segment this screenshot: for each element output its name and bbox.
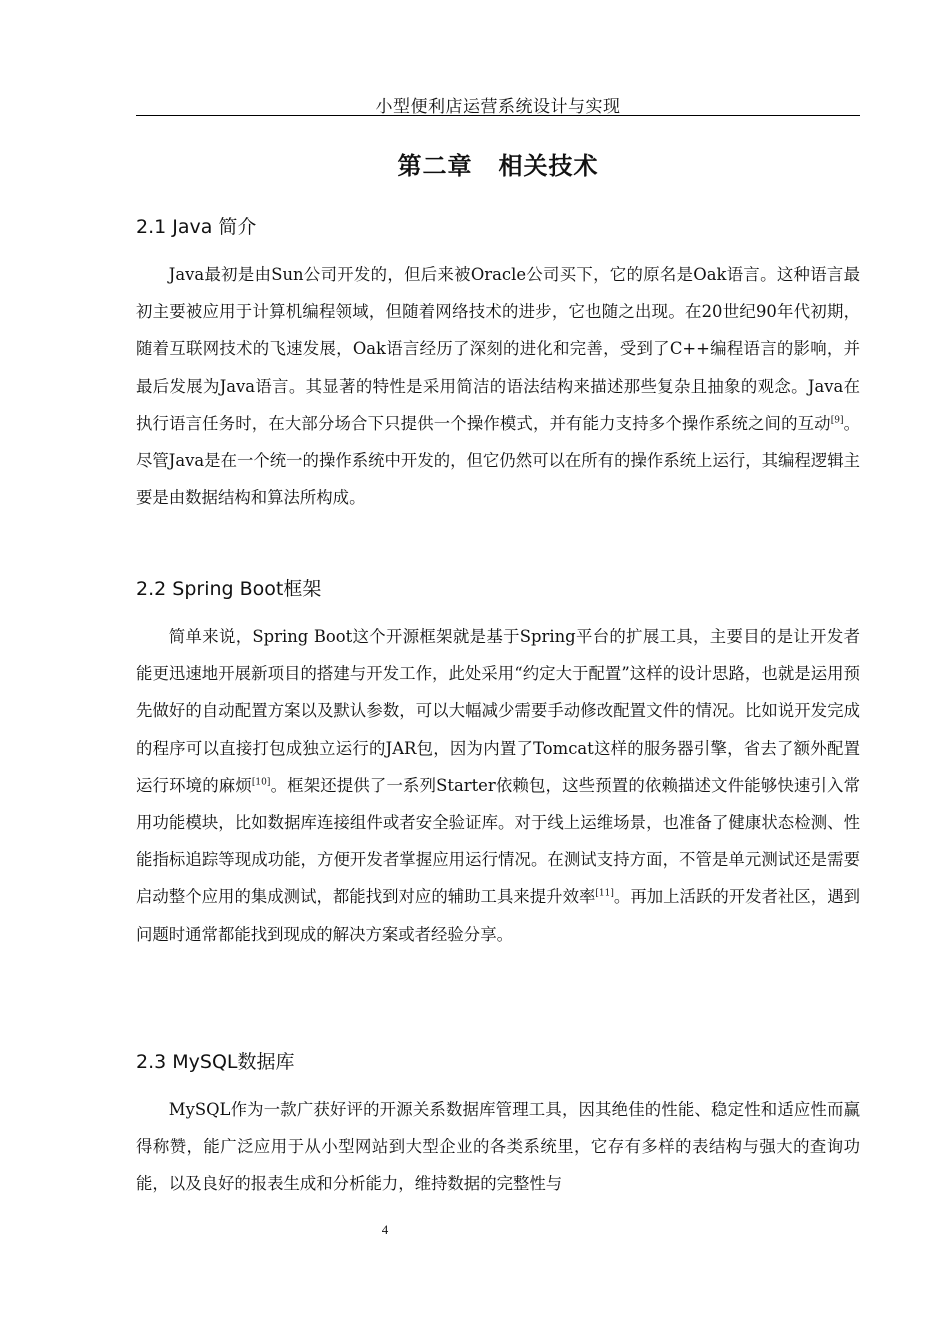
header-rule [136,115,860,116]
citation: [10] [251,777,271,788]
citation: [9] [830,415,844,426]
paragraph-spring-boot: 简单来说，Spring Boot这个开源框架就是基于Spring平台的扩展工具，主要目的是让开发者能更迅速地开展新项目的搭建与开发工作，此处采用“约定大于配置”这样的设计思路，也就是运用预先做好的自动配置方案以及默认参数，可以大幅减少需要手动修改配置文件的情况。比如说开发完成的程序可以直接打包成独立运行的JAR包，因为内置了Tomcat这样的服务器引擎，省去了额外配置运行环境的麻烦[10]。框架还提供了一系列Starter依赖包，这些预置的依赖描述文件能够快速引入常用功能模块，比如数据库连接组件或者安全验证库。对于线上运维场景，也准备了健康状态检测、性能指标追踪等现成功能，方便开发者掌握应用运行情况。在测试支持方面，不管是单元测试还是需要启动整个应用的集成测试，都能找到对应的辅助工具来提升效率[11]。再加上活跃的开发者社区，遇到问题时通常都能找到现成的解决方案或者经验分享。 [136,627,861,944]
paragraph-java: Java最初是由Sun公司开发的，但后来被Oracle公司买下，它的原名是Oak语言。这种语言最初主要被应用于计算机编程领域，但随着网络技术的进步，它也随之出现。在20世纪90年代初期，随着互联网技术的飞速发展，Oak语言经历了深刻的进化和完善，受到了C++编程语言的影响，并最后发展为Java语言。其显著的特性是采用简洁的语法结构来描述那些复杂且抽象的观念。Java在执行语言任务时，在大部分场合下只提供一个操作模式，并有能力支持多个操作系统之间的互动[9]。尽管Java是在一个统一的操作系统中开发的，但它仍然可以在所有的操作系统上运行，其编程逻辑主要是由数据结构和算法所构成。 [136,265,861,508]
paragraph-mysql: MySQL作为一款广获好评的开源关系数据库管理工具，因其绝佳的性能、稳定性和适应性而赢得称赞，能广泛应用于从小型网站到大型企业的各类系统里，它存有多样的表结构与强大的查询功能，以及良好的报表生成和分析能力，维持数据的完整性与 [136,1100,860,1194]
running-header: 小型便利店运营系统设计与实现 [375,97,621,117]
chapter-number: 第二章 [397,152,473,180]
page-number: 4 [381,1222,389,1237]
citation: [11] [595,888,614,899]
chapter-title [136,146,860,181]
section-heading-java: 2.1 Java 简介 [136,216,257,238]
section-heading-mysql: 2.3 MySQL数据库 [136,1051,295,1073]
section-heading-spring-boot: 2.2 Spring Boot框架 [136,578,322,600]
chapter-name: 相关技术 [498,152,599,180]
